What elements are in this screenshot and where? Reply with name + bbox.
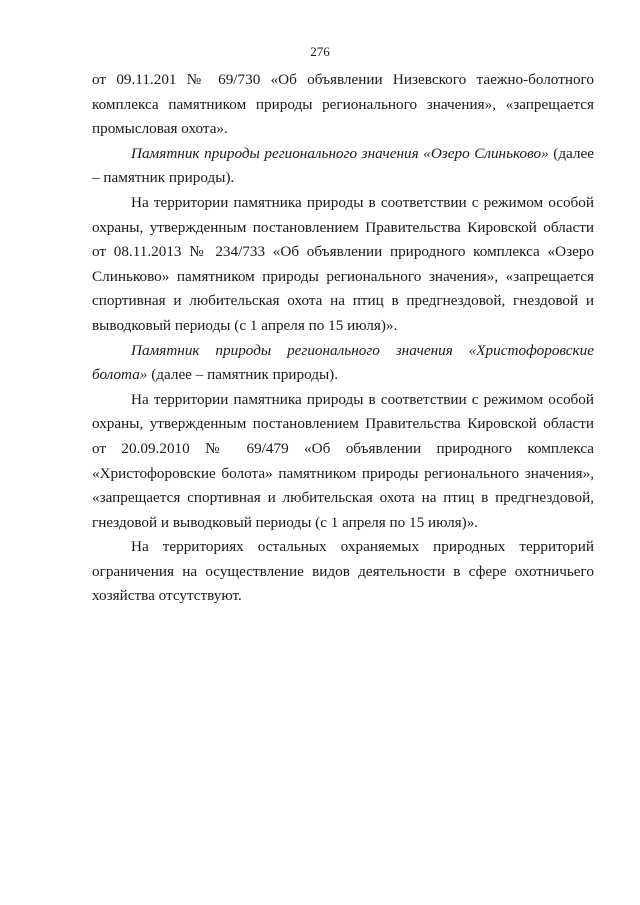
page-number: 276 xyxy=(310,44,330,59)
paragraph-text: На территории памятника природы в соответствии с режимом особой охраны, утвержденным постановлением Правительства Кировской области от 08.11.2013 № 234/733 «Об объявлении природного комплекса «Озеро Слиньково» памятником природы регионального значения», «запрещается спортивная и любительская охота на птиц в предгнездовой, гнездовой и выводковый периоды (с 1 апреля по 15 июля)». xyxy=(92,193,594,334)
paragraph-khristoforovskie-regime xyxy=(92,388,594,536)
heading-ozero-slinkovo xyxy=(92,142,594,191)
paragraph-text: (далее – памятник природы). xyxy=(92,144,594,187)
paragraph-text: На территориях остальных охраняемых природных территорий ограничения на осуществление видов деятельности в сфере охотничьего хозяйства отсутствуют. xyxy=(92,538,594,605)
paragraph-text: (далее – памятник природы). xyxy=(147,366,339,384)
paragraph-ozero-slinkovo-regime xyxy=(92,191,594,339)
heading-khristoforovskie-bolota xyxy=(92,339,594,388)
paragraph-text: На территории памятника природы в соответствии с режимом особой охраны, утвержденным постановлением Правительства Кировской области от 20.09.2010 № 69/479 «Об объявлении природного комплекса «Христофоровские болота» памятником природы регионального значения», «запрещается спортивная и любительская охота на птиц в предгнездовой, гнездовой и выводковый периоды (с 1 апреля по 15 июля)». xyxy=(92,390,594,531)
monument-title-italic: Памятник природы регионального значения «Христофоровские болота» xyxy=(92,341,594,384)
paragraph-nizevsky-continuation xyxy=(92,68,594,142)
paragraph-text: от 09.11.201 № 69/730 «Об объявлении Низевского таежно-болотного комплекса памятником природы регионального значения», «запрещается промысловая охота». xyxy=(92,71,594,138)
paragraph-other-territories xyxy=(92,535,594,609)
document-body xyxy=(92,68,594,609)
monument-title-italic: Памятник природы регионального значения «Озеро Слиньково» xyxy=(131,144,549,162)
